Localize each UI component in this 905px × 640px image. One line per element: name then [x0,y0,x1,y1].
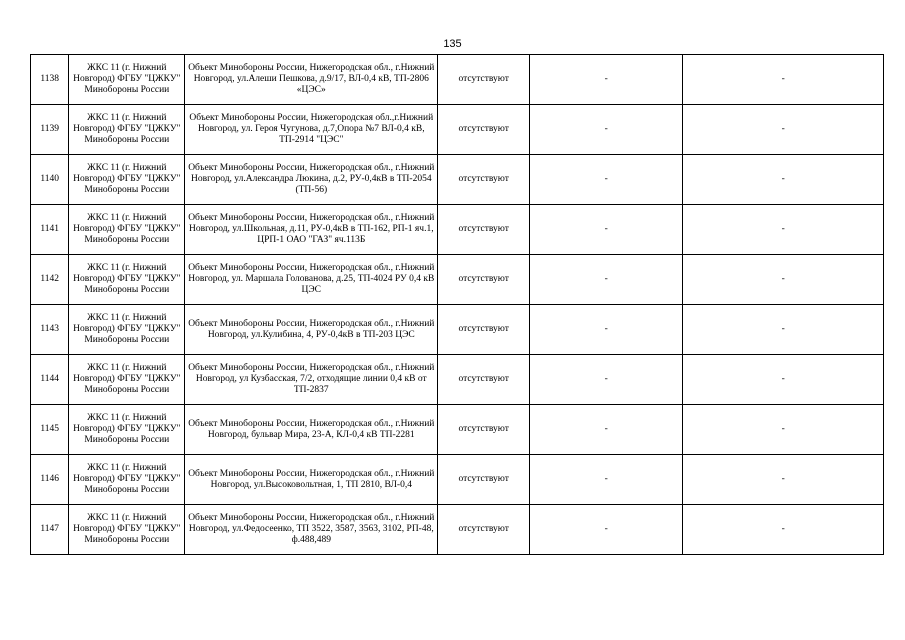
dash-cell-1: - [530,105,683,155]
register-table-body [31,55,884,555]
dash-cell-2: - [683,405,884,455]
table-row [31,305,884,355]
row-number-cell: 1142 [31,255,69,305]
organization-cell: ЖКС 11 (г. Нижний Новгород) ФГБУ "ЦЖКУ" Минобороны России [69,255,185,305]
dash-cell-1: - [530,205,683,255]
status-cell: отсутствуют [438,155,530,205]
status-cell: отсутствуют [438,105,530,155]
dash-cell-2: - [683,105,884,155]
organization-cell: ЖКС 11 (г. Нижний Новгород) ФГБУ "ЦЖКУ" Минобороны России [69,55,185,105]
organization-cell: ЖКС 11 (г. Нижний Новгород) ФГБУ "ЦЖКУ" Минобороны России [69,205,185,255]
organization-cell: ЖКС 11 (г. Нижний Новгород) ФГБУ "ЦЖКУ" Минобороны России [69,405,185,455]
table-row [31,105,884,155]
register-table [30,54,884,555]
dash-cell-1: - [530,455,683,505]
object-cell: Объект Минобороны России, Нижегородская обл., г.Нижний Новгород, ул Кузбасская, 7/2, отходящие линии 0,4 кВ от ТП-2837 [185,355,438,405]
status-cell: отсутствуют [438,455,530,505]
object-cell: Объект Минобороны России, Нижегородская обл., г.Нижний Новгород, ул.Высоковольтная, 1, ТП 2810, ВЛ-0,4 [185,455,438,505]
table-row [31,155,884,205]
table-row [31,55,884,105]
status-cell: отсутствуют [438,255,530,305]
dash-cell-2: - [683,205,884,255]
object-cell: Объект Минобороны России, Нижегородская обл., г.Нижний Новгород, ул.Федосеенко, ТП 3522, 3587, 3563, 3102, РП-48, ф.488,489 [185,505,438,555]
dash-cell-1: - [530,255,683,305]
dash-cell-2: - [683,505,884,555]
row-number-cell: 1139 [31,105,69,155]
dash-cell-1: - [530,405,683,455]
dash-cell-2: - [683,255,884,305]
organization-cell: ЖКС 11 (г. Нижний Новгород) ФГБУ "ЦЖКУ" Минобороны России [69,505,185,555]
row-number-cell: 1144 [31,355,69,405]
dash-cell-1: - [530,355,683,405]
dash-cell-2: - [683,155,884,205]
object-cell: Объект Минобороны России, Нижегородская обл.,г.Нижний Новгород, ул. Героя Чугунова, д.7,Опора №7 ВЛ-0,4 кВ, ТП-2914 "ЦЭС" [185,105,438,155]
row-number-cell: 1147 [31,505,69,555]
row-number-cell: 1145 [31,405,69,455]
status-cell: отсутствуют [438,205,530,255]
object-cell: Объект Минобороны России, Нижегородская обл., г.Нижний Новгород, ул.Кулибина, 4, РУ-0,4кВ в ТП-203 ЦЭС [185,305,438,355]
organization-cell: ЖКС 11 (г. Нижний Новгород) ФГБУ "ЦЖКУ" Минобороны России [69,305,185,355]
dash-cell-2: - [683,355,884,405]
row-number-cell: 1143 [31,305,69,355]
row-number-cell: 1140 [31,155,69,205]
page-number: 135 [443,38,462,50]
table-row [31,355,884,405]
table-row [31,205,884,255]
row-number-cell: 1146 [31,455,69,505]
object-cell: Объект Минобороны России, Нижегородская обл., г.Нижний Новгород, бульвар Мира, 23-А, КЛ-0,4 кВ ТП-2281 [185,405,438,455]
organization-cell: ЖКС 11 (г. Нижний Новгород) ФГБУ "ЦЖКУ" Минобороны России [69,355,185,405]
dash-cell-1: - [530,305,683,355]
object-cell: Объект Минобороны России, Нижегородская обл., г.Нижний Новгород, ул. Маршала Голованова, д.25, ТП-4024 РУ 0,4 кВ ЦЭС [185,255,438,305]
dash-cell-1: - [530,155,683,205]
organization-cell: ЖКС 11 (г. Нижний Новгород) ФГБУ "ЦЖКУ" Минобороны России [69,455,185,505]
status-cell: отсутствуют [438,355,530,405]
row-number-cell: 1141 [31,205,69,255]
status-cell: отсутствуют [438,405,530,455]
dash-cell-1: - [530,55,683,105]
table-row [31,405,884,455]
status-cell: отсутствуют [438,505,530,555]
dash-cell-1: - [530,505,683,555]
object-cell: Объект Минобороны России, Нижегородская обл., г.Нижний Новгород, ул.Алеши Пешкова, д.9/17, ВЛ-0,4 кВ, ТП-2806 «ЦЭС» [185,55,438,105]
object-cell: Объект Минобороны России, Нижегородская обл., г.Нижний Новгород, ул.Школьная, д.11, РУ-0,4кВ в ТП-162, РП-1 яч.1, ЦРП-1 ОАО "ГАЗ" яч.113Б [185,205,438,255]
table-row [31,505,884,555]
status-cell: отсутствуют [438,305,530,355]
dash-cell-2: - [683,455,884,505]
table-row [31,255,884,305]
organization-cell: ЖКС 11 (г. Нижний Новгород) ФГБУ "ЦЖКУ" Минобороны России [69,105,185,155]
dash-cell-2: - [683,305,884,355]
dash-cell-2: - [683,55,884,105]
row-number-cell: 1138 [31,55,69,105]
organization-cell: ЖКС 11 (г. Нижний Новгород) ФГБУ "ЦЖКУ" Минобороны России [69,155,185,205]
status-cell: отсутствуют [438,55,530,105]
object-cell: Объект Минобороны России, Нижегородская обл., г.Нижний Новгород, ул.Александра Люкина, д.2, РУ-0,4кВ в ТП-2054 (ТП-56) [185,155,438,205]
table-row [31,455,884,505]
